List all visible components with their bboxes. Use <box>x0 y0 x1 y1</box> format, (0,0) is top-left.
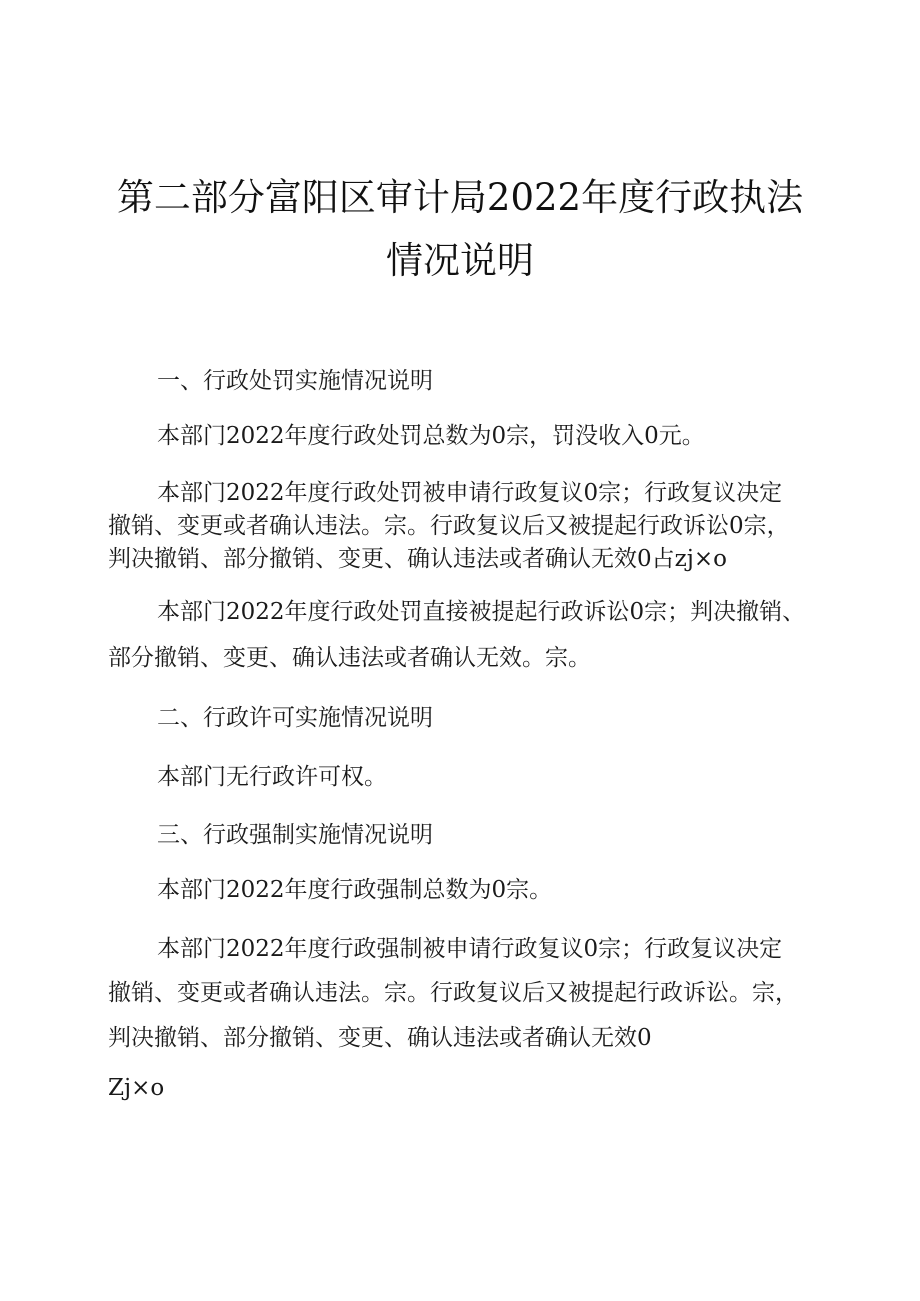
section-heading-penalty: 一、行政处罚实施情况说明 <box>157 368 433 394</box>
paragraph-line: 本部门2022年度行政处罚总数为0宗，罚没收入0元。 <box>157 423 705 449</box>
section-heading-enforcement: 三、行政强制实施情况说明 <box>157 822 433 848</box>
paragraph-line: 本部门无行政许可权。 <box>157 764 387 790</box>
paragraph-line: 部分撤销、变更、确认违法或者确认无效。宗。 <box>108 645 591 671</box>
section-heading-license: 二、行政许可实施情况说明 <box>157 705 433 731</box>
paragraph-line: 判决撤销、部分撤销、变更、确认违法或者确认无效0 <box>108 1025 652 1051</box>
paragraph-line: 本部门2022年度行政强制被申请行政复议0宗；行政复议决定 <box>157 936 783 962</box>
paragraph-line: 撤销、变更或者确认违法。宗。行政复议后又被提起行政诉讼。宗， <box>108 980 798 1006</box>
paragraph-line: Zj×o <box>108 1075 165 1101</box>
paragraph-line: 本部门2022年度行政强制总数为0宗。 <box>157 877 553 903</box>
paragraph-line: 撤销、变更或者确认违法。宗。行政复议后又被提起行政诉讼0宗， <box>108 513 790 539</box>
paragraph-line: 本部门2022年度行政处罚被申请行政复议0宗；行政复议决定 <box>157 480 783 506</box>
paragraph-line: 判决撤销、部分撤销、变更、确认违法或者确认无效0占zj×o <box>108 546 728 572</box>
paragraph-line: 本部门2022年度行政处罚直接被提起行政诉讼0宗；判决撤销、 <box>157 599 806 625</box>
document-title-line-1: 第二部分富阳区审计局2022年度行政执法 <box>116 176 804 219</box>
document-title-line-2: 情况说明 <box>386 239 534 282</box>
